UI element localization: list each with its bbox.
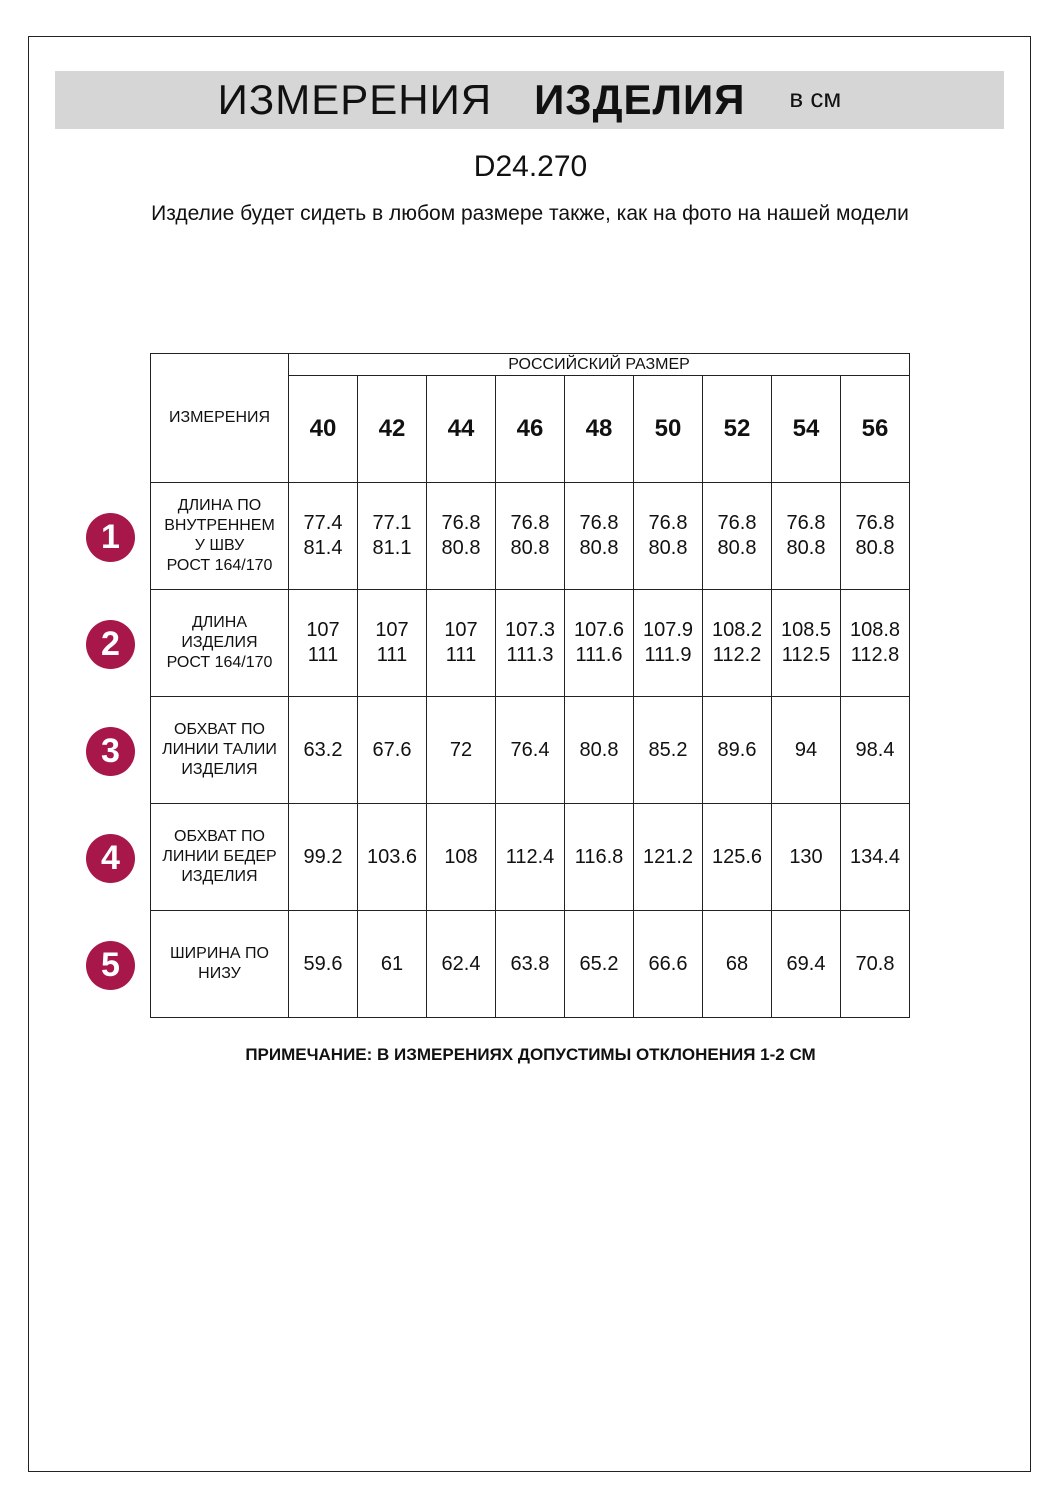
value-text: 59.6: [303, 952, 343, 975]
value-text: 107.6: [573, 619, 625, 641]
value-text: 134.4: [849, 845, 901, 868]
value-cell: [565, 483, 634, 590]
value-text: 107: [375, 619, 409, 641]
value-cell: [703, 483, 772, 590]
value-text: 116.8: [574, 845, 624, 868]
value-cell: [427, 804, 496, 911]
size-header-cell: 50: [634, 376, 703, 483]
size-header-cell: 40: [289, 376, 358, 483]
value-cell: [841, 911, 910, 1018]
measurement-label-line: ДЛИНА: [191, 614, 248, 631]
value-text: 111.3: [506, 644, 554, 666]
value-text: 112.8: [850, 644, 900, 666]
value-text: 67.6: [372, 738, 412, 761]
value-text: 61: [380, 952, 404, 975]
value-text: 107: [306, 619, 340, 641]
value-text: 111.6: [575, 644, 623, 666]
value-text: 77.4: [303, 512, 343, 534]
value-text: 107: [444, 619, 478, 641]
value-text: 98.4: [855, 738, 895, 761]
russian-size-header: РОССИЙСКИЙ РАЗМЕР: [289, 354, 910, 376]
value-text: 85.2: [648, 738, 688, 761]
value-cell: [565, 697, 634, 804]
table-row: [151, 911, 910, 1018]
value-text: 112.4: [505, 845, 555, 868]
size-header-cell: 54: [772, 376, 841, 483]
value-text: 125.6: [711, 845, 763, 868]
value-text: 80.8: [786, 537, 826, 559]
measurement-label-line: ИЗДЕЛИЯ: [181, 634, 258, 651]
value-cell: [289, 483, 358, 590]
value-cell: [496, 804, 565, 911]
value-cell: [841, 804, 910, 911]
value-text: 72: [449, 738, 473, 761]
value-text: 63.2: [303, 738, 343, 761]
value-cell: [427, 697, 496, 804]
row-number-badge: 1: [86, 513, 135, 562]
value-text: 66.6: [648, 952, 688, 975]
size-header-cell: 48: [565, 376, 634, 483]
measurement-label: [151, 804, 289, 911]
tolerance-note: ПРИМЕЧАНИЕ: В ИЗМЕРЕНИЯХ ДОПУСТИМЫ ОТКЛОНЕНИЯ 1-2 СМ: [245, 1045, 816, 1064]
measurement-label-line: ЛИНИИ ТАЛИИ: [162, 741, 277, 758]
row-number-badge: 5: [86, 941, 135, 990]
measurement-label-line: ОБХВАТ ПО: [174, 828, 265, 845]
measurement-label-line: ВНУТРЕННЕМ: [164, 517, 275, 534]
measurement-label-line: ОБХВАТ ПО: [174, 721, 265, 738]
value-cell: [496, 590, 565, 697]
value-text: 108.8: [849, 619, 901, 641]
table-row: [151, 483, 910, 590]
value-text: 80.8: [579, 537, 619, 559]
value-text: 108.2: [711, 619, 763, 641]
value-text: 81.1: [372, 537, 412, 559]
table-row: [151, 697, 910, 804]
value-text: 80.8: [648, 537, 688, 559]
value-text: 112.2: [712, 644, 762, 666]
value-cell: [289, 590, 358, 697]
value-text: 76.8: [717, 512, 757, 534]
value-text: 76.8: [510, 512, 550, 534]
value-text: 76.8: [786, 512, 826, 534]
value-text: 77.1: [372, 512, 412, 534]
value-cell: [634, 804, 703, 911]
value-text: 99.2: [303, 845, 343, 868]
value-text: 65.2: [579, 952, 619, 975]
measurement-label-line: ШИРИНА ПО: [170, 945, 269, 962]
value-text: 76.4: [510, 738, 550, 761]
value-cell: [841, 483, 910, 590]
value-text: 70.8: [855, 952, 895, 975]
value-text: 111.9: [644, 644, 692, 666]
value-cell: [496, 697, 565, 804]
value-cell: [358, 804, 427, 911]
value-cell: [772, 590, 841, 697]
value-cell: [703, 804, 772, 911]
value-cell: [703, 697, 772, 804]
value-cell: [772, 697, 841, 804]
value-text: 69.4: [786, 952, 826, 975]
value-cell: [289, 804, 358, 911]
size-header-cell: 44: [427, 376, 496, 483]
measurement-label: [151, 697, 289, 804]
value-cell: [289, 911, 358, 1018]
value-cell: [565, 590, 634, 697]
table-body: [151, 483, 910, 1018]
measurement-label-line: РОСТ 164/170: [166, 557, 273, 574]
measurement-label-line: ИЗДЕЛИЯ: [181, 761, 258, 778]
value-text: 63.8: [510, 952, 550, 975]
value-text: 76.8: [441, 512, 481, 534]
value-text: 94: [794, 738, 818, 761]
value-cell: [703, 911, 772, 1018]
size-table: [150, 353, 910, 1018]
value-text: 62.4: [441, 952, 481, 975]
value-cell: [289, 697, 358, 804]
value-text: 76.8: [855, 512, 895, 534]
value-cell: [634, 590, 703, 697]
row-number-badge: 2: [86, 620, 135, 669]
value-cell: [565, 911, 634, 1018]
value-text: 89.6: [717, 738, 757, 761]
value-text: 112.5: [781, 644, 831, 666]
value-cell: [772, 483, 841, 590]
measurement-label: [151, 590, 289, 697]
value-cell: [634, 483, 703, 590]
measurement-label-line: ИЗДЕЛИЯ: [181, 868, 258, 885]
value-text: 76.8: [579, 512, 619, 534]
measurement-label-line: ДЛИНА ПО: [177, 497, 262, 514]
value-text: 80.8: [441, 537, 481, 559]
measurement-label-line: НИЗУ: [198, 965, 241, 982]
value-text: 108: [444, 845, 478, 868]
measurement-label-line: ЛИНИИ БЕДЕР: [162, 848, 277, 865]
row-number-badge: 3: [86, 727, 135, 776]
title-measurements: ИЗМЕРЕНИЯ: [217, 76, 493, 123]
value-cell: [772, 911, 841, 1018]
value-cell: [841, 697, 910, 804]
value-cell: [634, 911, 703, 1018]
value-text: 111: [307, 644, 339, 666]
size-header-cell: 46: [496, 376, 565, 483]
value-text: 103.6: [366, 845, 418, 868]
value-cell: [358, 483, 427, 590]
value-cell: [427, 911, 496, 1018]
row-number-badge: 4: [86, 834, 135, 883]
value-cell: [358, 697, 427, 804]
value-text: 80.8: [510, 537, 550, 559]
measurement-label: [151, 911, 289, 1018]
title-item: ИЗДЕЛИЯ: [534, 76, 746, 123]
title-units: в см: [789, 82, 842, 113]
value-text: 80.8: [717, 537, 757, 559]
table-row: [151, 590, 910, 697]
value-cell: [703, 590, 772, 697]
size-header-cell: 56: [841, 376, 910, 483]
value-text: 81.4: [303, 537, 343, 559]
measurement-label-line: У ШВУ: [194, 537, 245, 554]
size-header-cell: 52: [703, 376, 772, 483]
value-cell: [496, 483, 565, 590]
value-cell: [427, 590, 496, 697]
value-cell: [427, 483, 496, 590]
value-text: 76.8: [648, 512, 688, 534]
value-cell: [772, 804, 841, 911]
value-text: 80.8: [855, 537, 895, 559]
value-cell: [358, 911, 427, 1018]
size-header-cell: 42: [358, 376, 427, 483]
title-bar: [55, 71, 1004, 129]
value-text: 68: [725, 952, 749, 975]
value-text: 108.5: [780, 619, 832, 641]
value-cell: [565, 804, 634, 911]
value-text: 111: [445, 644, 477, 666]
value-text: 107.3: [504, 619, 556, 641]
value-cell: [496, 911, 565, 1018]
fit-note: Изделие будет сидеть в любом размере также, как на фото на нашей модели: [151, 202, 909, 225]
measurement-label: [151, 483, 289, 590]
value-cell: [634, 697, 703, 804]
value-text: 111: [376, 644, 408, 666]
value-text: 121.2: [642, 845, 694, 868]
measurements-header: ИЗМЕРЕНИЯ: [151, 354, 289, 483]
measurement-label-line: РОСТ 164/170: [166, 654, 273, 671]
value-text: 130: [789, 845, 823, 868]
product-code: D24.270: [473, 150, 588, 183]
value-text: 107.9: [642, 619, 694, 641]
value-text: 80.8: [579, 738, 619, 761]
value-cell: [358, 590, 427, 697]
table-row: [151, 804, 910, 911]
value-cell: [841, 590, 910, 697]
